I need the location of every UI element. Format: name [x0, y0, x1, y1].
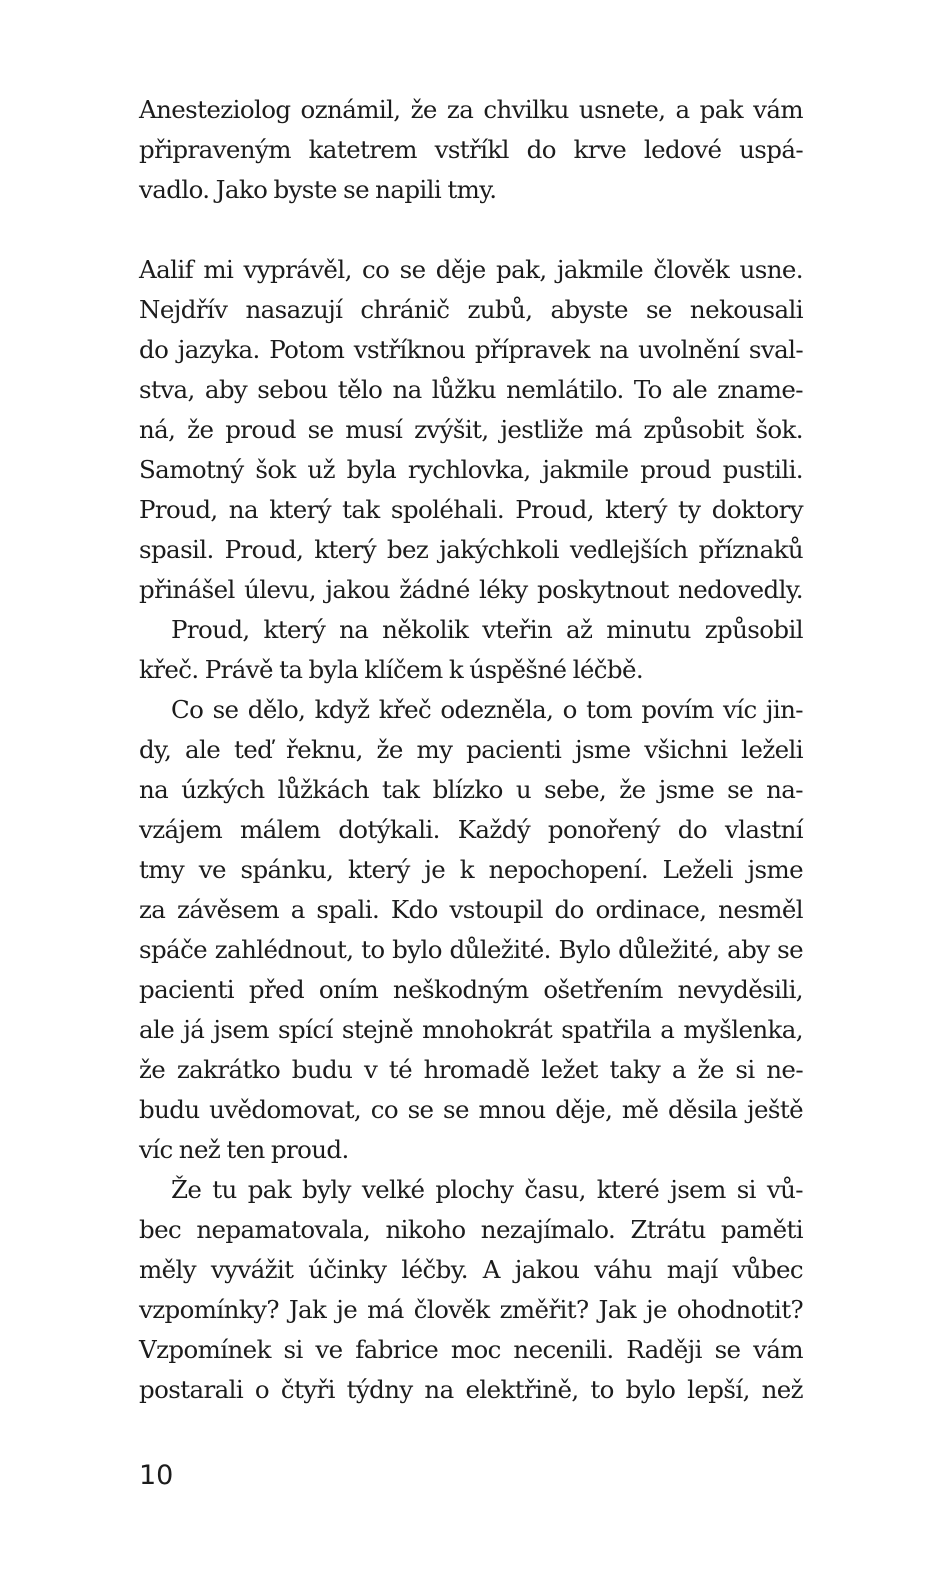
text-line: vzájem málem dotýkali. Každý ponořený do vlastní — [139, 815, 803, 844]
text-line: Nejdřív nasazují chránič zubů, abyste se nekousali — [139, 295, 803, 324]
text-line: víc než ten proud. — [139, 1135, 349, 1164]
text-line: stva, aby sebou tělo na lůžku nemlátilo. To ale zname- — [139, 375, 803, 404]
text-line: Samotný šok už byla rychlovka, jakmile proud pustili. — [139, 455, 803, 484]
text-line: ale já jsem spící stejně mnohokrát spatřila a myšlenka, — [139, 1015, 803, 1044]
body-text — [139, 90, 803, 1410]
text-line: pacienti před oním neškodným ošetřením nevyděsili, — [139, 975, 803, 1004]
text-line: vadlo. Jako byste se napili tmy. — [139, 175, 497, 204]
text-line: spasil. Proud, který bez jakýchkoli vedlejších příznaků — [139, 535, 803, 564]
text-line: měly vyvážit účinky léčby. A jakou váhu mají vůbec — [139, 1255, 803, 1284]
text-line: Že tu pak byly velké plochy času, které jsem si vů- — [171, 1175, 803, 1204]
text-line: bec nepamatovala, nikoho nezajímalo. Ztrátu paměti — [139, 1215, 803, 1244]
text-line: Vzpomínek si ve fabrice moc necenili. Raději se vám — [139, 1335, 803, 1364]
text-line: Proud, který na několik vteřin až minutu způsobil — [171, 615, 803, 644]
text-line: Co se dělo, když křeč odezněla, o tom povím víc jin- — [171, 695, 803, 724]
text-line: postarali o čtyři týdny na elektřině, to bylo lepší, než — [139, 1375, 803, 1404]
text-line: křeč. Právě ta byla klíčem k úspěšné léčbě. — [139, 655, 644, 684]
text-line: ná, že proud se musí zvýšit, jestliže má způsobit šok. — [139, 415, 803, 444]
text-line: Aalif mi vyprávěl, co se děje pak, jakmile člověk usne. — [139, 255, 803, 284]
text-line: spáče zahlédnout, to bylo důležité. Bylo důležité, aby se — [139, 935, 803, 964]
text-line: Anesteziolog oznámil, že za chvilku usnete, a pak vám — [139, 95, 803, 124]
text-line: Proud, na který tak spoléhali. Proud, který ty doktory — [139, 495, 803, 524]
text-line: tmy ve spánku, který je k nepochopení. Leželi jsme — [139, 855, 803, 884]
page-number: 10 — [139, 1460, 174, 1491]
text-line: za závěsem a spali. Kdo vstoupil do ordinace, nesměl — [139, 895, 803, 924]
paragraph-gap — [139, 210, 803, 250]
text-line: vzpomínky? Jak je má člověk změřit? Jak je ohodnotit? — [139, 1295, 803, 1324]
text-line: přinášel úlevu, jakou žádné léky poskytnout nedovedly. — [139, 575, 803, 604]
text-line: připraveným katetrem vstříkl do krve ledové uspá- — [139, 135, 803, 164]
text-line: na úzkých lůžkách tak blízko u sebe, že jsme se na- — [139, 775, 803, 804]
text-line: že zakrátko budu v té hromadě ležet taky a že si ne- — [139, 1055, 803, 1084]
text-line: dy, ale teď řeknu, že my pacienti jsme všichni leželi — [139, 735, 803, 764]
text-line: do jazyka. Potom vstříknou přípravek na uvolnění sval- — [139, 335, 803, 364]
text-line: budu uvědomovat, co se se mnou děje, mě děsila ještě — [139, 1095, 803, 1124]
